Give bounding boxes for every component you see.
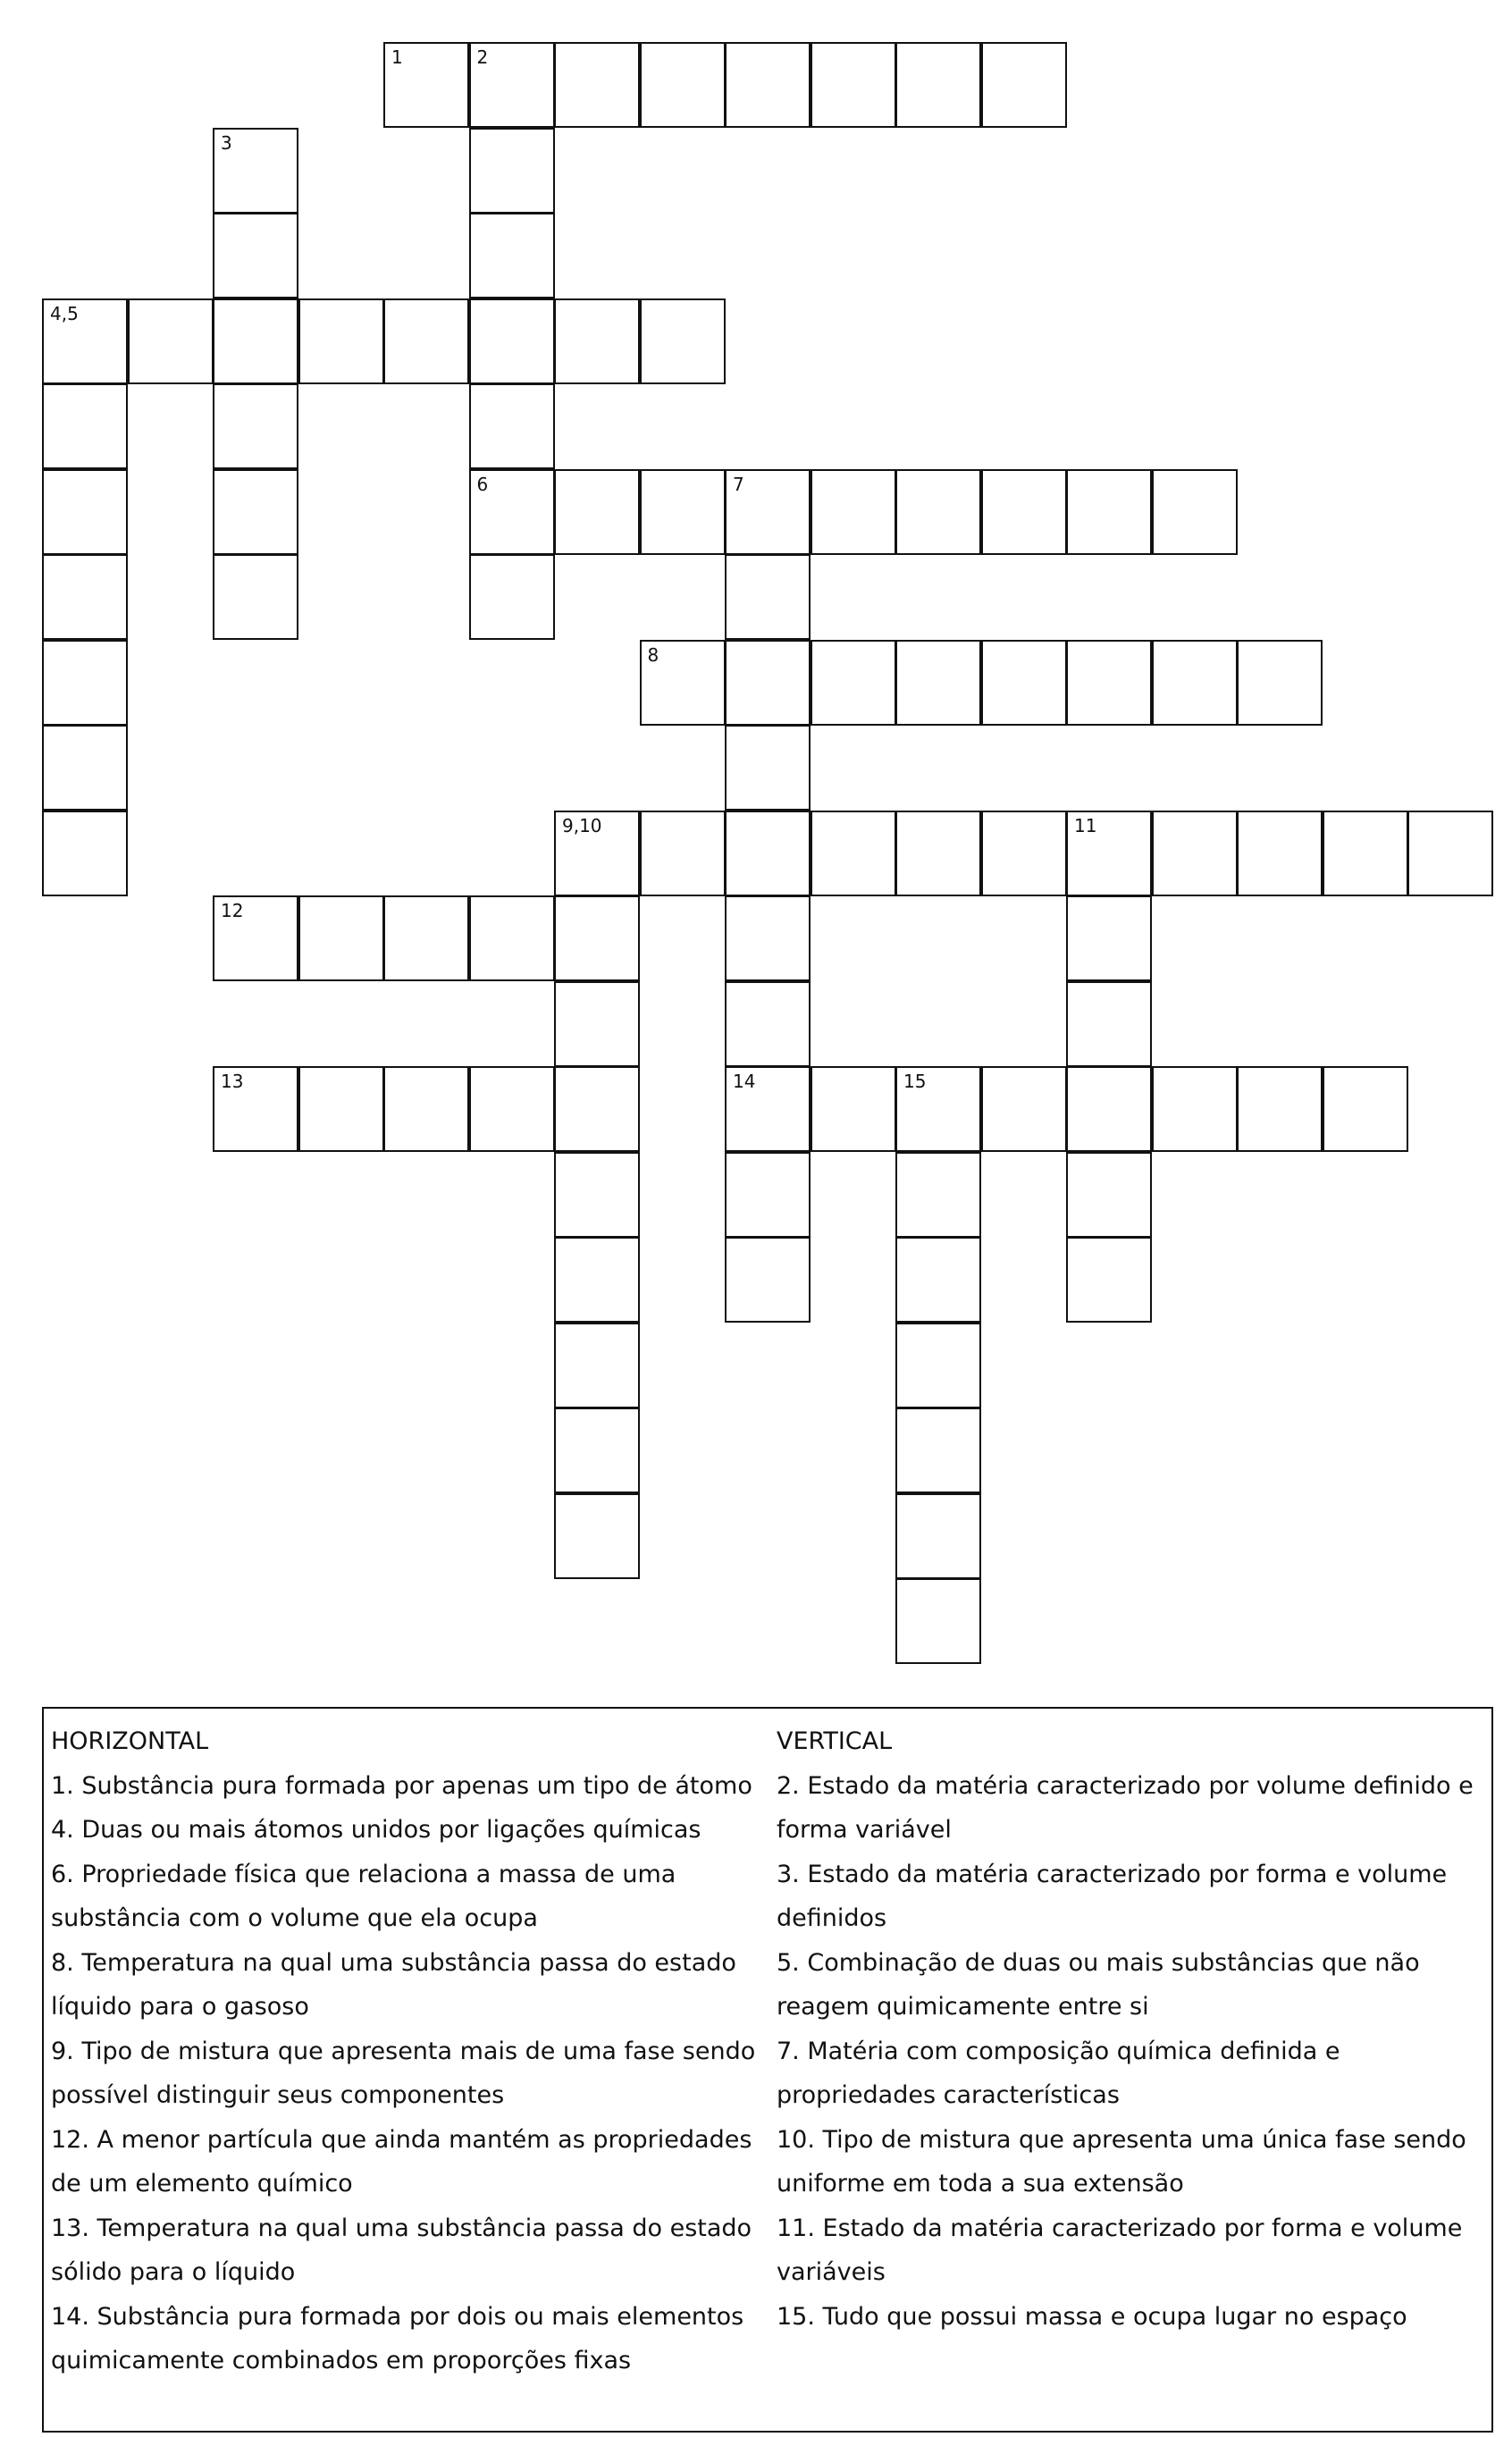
crossword-cell[interactable] (811, 811, 896, 896)
crossword-cell[interactable] (725, 725, 811, 811)
crossword-cell[interactable] (895, 1237, 981, 1323)
crossword-cell[interactable] (42, 298, 128, 384)
crossword-cell[interactable] (725, 554, 811, 640)
crossword-cell[interactable] (1237, 811, 1323, 896)
crossword-cell[interactable] (213, 1066, 298, 1152)
crossword-cell[interactable] (895, 1152, 981, 1238)
crossword-cell[interactable] (1066, 811, 1152, 896)
crossword-cell[interactable] (725, 469, 811, 555)
crossword-cell[interactable] (725, 811, 811, 896)
crossword-cell[interactable] (298, 1066, 384, 1152)
crossword-cell[interactable] (554, 811, 640, 896)
vertical-clues (777, 1719, 1491, 2339)
clue-number: 14 (733, 1071, 756, 1092)
crossword-cell[interactable] (469, 42, 555, 128)
crossword-cell[interactable] (554, 298, 640, 384)
crossword-cell[interactable] (554, 1237, 640, 1323)
horizontal-heading: HORIZONTAL (51, 1727, 209, 1755)
vertical-heading: VERTICAL (777, 1727, 893, 1755)
clue-number: 6 (476, 473, 489, 495)
vertical-clue-line: definidos (777, 1904, 887, 1932)
clues-box (42, 1707, 1493, 2433)
crossword-cell[interactable] (469, 213, 555, 298)
crossword-cell[interactable] (469, 1066, 555, 1152)
crossword-cell[interactable] (981, 469, 1067, 555)
crossword-cell[interactable] (383, 298, 469, 384)
crossword-cell[interactable] (895, 1493, 981, 1579)
crossword-cell[interactable] (383, 895, 469, 981)
crossword-cell[interactable] (895, 1408, 981, 1493)
crossword-cell[interactable] (554, 469, 640, 555)
vertical-clue-line: 7. Matéria com composição química definida e (777, 2037, 1340, 2065)
crossword-cell[interactable] (42, 640, 128, 726)
crossword-cell[interactable] (213, 895, 298, 981)
crossword-cell[interactable] (213, 128, 298, 214)
crossword-cell[interactable] (383, 42, 469, 128)
vertical-clue-line: 10. Tipo de mistura que apresenta uma única fase sendo (777, 2125, 1466, 2154)
vertical-clue-line: variáveis (777, 2258, 886, 2286)
crossword-cell[interactable] (725, 1066, 811, 1152)
crossword-cell[interactable] (725, 1237, 811, 1323)
crossword-cell[interactable] (469, 298, 555, 384)
crossword-cell[interactable] (298, 895, 384, 981)
horizontal-clue-line: líquido para o gasoso (51, 1993, 309, 2021)
crossword-cell[interactable] (554, 1493, 640, 1579)
clue-number: 13 (221, 1071, 244, 1092)
crossword-cell[interactable] (469, 383, 555, 469)
crossword-cell[interactable] (213, 298, 298, 384)
crossword-cell[interactable] (811, 469, 896, 555)
crossword-cell[interactable] (895, 469, 981, 555)
crossword-cell[interactable] (383, 1066, 469, 1152)
crossword-cell[interactable] (895, 811, 981, 896)
crossword-cell[interactable] (811, 640, 896, 726)
crossword-cell[interactable] (213, 383, 298, 469)
crossword-cell[interactable] (1407, 811, 1493, 896)
clue-number: 2 (476, 46, 489, 68)
crossword-cell[interactable] (554, 42, 640, 128)
vertical-clue-line: reagem quimicamente entre si (777, 1993, 1149, 2021)
horizontal-clue-line: possível distinguir seus componentes (51, 2081, 505, 2109)
horizontal-clue-line: 14. Substância pura formada por dois ou mais elementos (51, 2302, 744, 2331)
crossword-cell[interactable] (469, 554, 555, 640)
horizontal-clue-line: 13. Temperatura na qual uma substância passa do estado (51, 2214, 752, 2242)
horizontal-clue-line: substância com o volume que ela ocupa (51, 1904, 538, 1932)
clue-number: 1 (391, 46, 403, 68)
crossword-cell[interactable] (1152, 469, 1238, 555)
crossword-cell[interactable] (1152, 640, 1238, 726)
horizontal-clue-line: 1. Substância pura formada por apenas um tipo de átomo (51, 1771, 752, 1800)
horizontal-clue-line: de um elemento químico (51, 2170, 353, 2198)
clue-number: 15 (903, 1071, 927, 1092)
crossword-cell[interactable] (554, 981, 640, 1067)
crossword-cell[interactable] (42, 811, 128, 896)
crossword-cell[interactable] (213, 469, 298, 555)
crossword-cell[interactable] (640, 42, 726, 128)
crossword-cell[interactable] (1152, 1066, 1238, 1152)
crossword-cell[interactable] (1066, 1066, 1152, 1152)
crossword-cell[interactable] (811, 42, 896, 128)
crossword-cell[interactable] (725, 895, 811, 981)
crossword-cell[interactable] (554, 895, 640, 981)
crossword-cell[interactable] (469, 128, 555, 214)
crossword-cell[interactable] (213, 213, 298, 298)
crossword-cell[interactable] (128, 298, 214, 384)
crossword-cell[interactable] (640, 298, 726, 384)
crossword-cell[interactable] (42, 554, 128, 640)
crossword-cell[interactable] (1323, 1066, 1408, 1152)
horizontal-clue-line: 12. A menor partícula que ainda mantém as propriedades (51, 2125, 752, 2154)
crossword-cell[interactable] (725, 42, 811, 128)
clue-number: 4,5 (50, 302, 79, 324)
crossword-cell[interactable] (895, 640, 981, 726)
crossword-cell[interactable] (895, 1578, 981, 1664)
crossword-cell[interactable] (213, 554, 298, 640)
vertical-clue-line: 11. Estado da matéria caracterizado por forma e volume (777, 2214, 1463, 2242)
crossword-cell[interactable] (298, 298, 384, 384)
clue-number: 11 (1074, 814, 1097, 836)
crossword-cell[interactable] (640, 811, 726, 896)
horizontal-clue-line: 4. Duas ou mais átomos unidos por ligações químicas (51, 1816, 701, 1844)
crossword-cell[interactable] (981, 42, 1067, 128)
vertical-clue-list (777, 1764, 1491, 2340)
clue-number: 7 (733, 473, 744, 495)
crossword-cell[interactable] (42, 383, 128, 469)
vertical-clue-line: forma variável (777, 1816, 952, 1844)
vertical-clue-line: uniforme em toda a sua extensão (777, 2170, 1184, 2198)
crossword-cell[interactable] (1066, 469, 1152, 555)
crossword-cell[interactable] (981, 640, 1067, 726)
vertical-clue-line: 15. Tudo que possui massa e ocupa lugar no espaço (777, 2302, 1407, 2331)
clue-number: 3 (221, 131, 232, 154)
horizontal-clue-line: 9. Tipo de mistura que apresenta mais de uma fase sendo (51, 2037, 756, 2065)
horizontal-clues (51, 1719, 766, 2383)
horizontal-clue-line: sólido para o líquido (51, 2258, 296, 2286)
vertical-clue-line: 3. Estado da matéria caracterizado por forma e volume (777, 1860, 1448, 1888)
crossword-cell[interactable] (1323, 811, 1408, 896)
horizontal-clue-line: 8. Temperatura na qual uma substância passa do estado (51, 1948, 736, 1977)
crossword-cell[interactable] (469, 895, 555, 981)
vertical-clue-line: propriedades características (777, 2081, 1120, 2109)
crossword-cell[interactable] (1237, 640, 1323, 726)
crossword-cell[interactable] (895, 42, 981, 128)
crossword-cell[interactable] (1066, 895, 1152, 981)
crossword-cell[interactable] (42, 469, 128, 555)
vertical-clue-line: 2. Estado da matéria caracterizado por volume definido e (777, 1771, 1474, 1800)
crossword-cell[interactable] (981, 811, 1067, 896)
clue-number: 12 (221, 900, 244, 921)
crossword-cell[interactable] (895, 1323, 981, 1408)
crossword-cell[interactable] (554, 1323, 640, 1408)
clue-number: 8 (647, 643, 659, 666)
crossword-cell[interactable] (640, 469, 726, 555)
crossword-cell[interactable] (469, 469, 555, 555)
crossword-cell[interactable] (981, 1066, 1067, 1152)
horizontal-clue-list (51, 1764, 766, 2383)
crossword-cell[interactable] (554, 1066, 640, 1152)
crossword-cell[interactable] (1066, 981, 1152, 1067)
vertical-clue-line: 5. Combinação de duas ou mais substâncias que não (777, 1948, 1420, 1977)
horizontal-clue-line: quimicamente combinados em proporções fixas (51, 2347, 632, 2374)
horizontal-clue-line: 6. Propriedade física que relaciona a massa de uma (51, 1860, 676, 1888)
crossword-cell[interactable] (1066, 1152, 1152, 1238)
crossword-cell[interactable] (895, 1066, 981, 1152)
crossword-cell[interactable] (725, 981, 811, 1067)
crossword-cell[interactable] (811, 1066, 896, 1152)
crossword-cell[interactable] (725, 640, 811, 726)
crossword-cell[interactable] (554, 1408, 640, 1493)
crossword-cell[interactable] (1066, 640, 1152, 726)
crossword-cell[interactable] (554, 1152, 640, 1238)
crossword-cell[interactable] (640, 640, 726, 726)
crossword-cell[interactable] (1237, 1066, 1323, 1152)
crossword-cell[interactable] (42, 725, 128, 811)
crossword-cell[interactable] (1152, 811, 1238, 896)
crossword-cell[interactable] (725, 1152, 811, 1238)
crossword-cell[interactable] (1066, 1237, 1152, 1323)
clue-number: 9,10 (562, 814, 602, 836)
